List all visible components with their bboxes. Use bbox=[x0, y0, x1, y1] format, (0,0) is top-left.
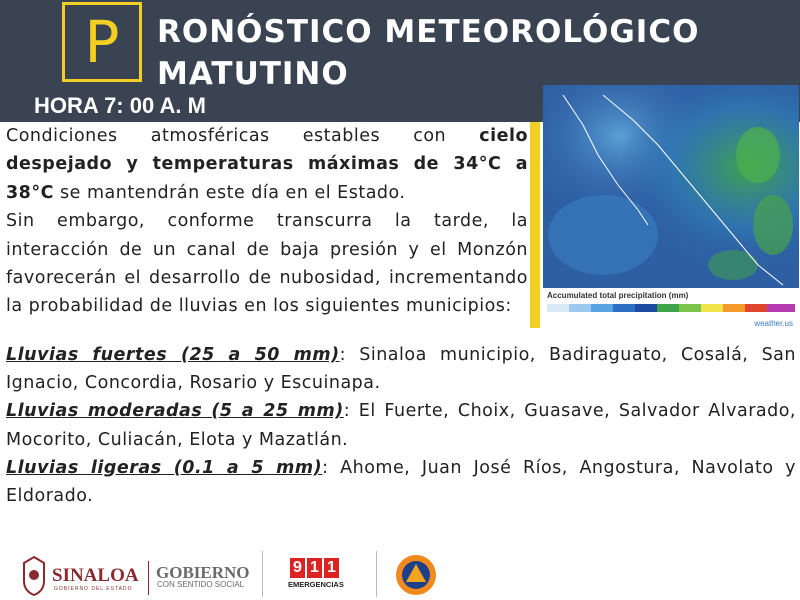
digit: 1 bbox=[324, 558, 339, 578]
map-image bbox=[543, 85, 799, 290]
divider bbox=[262, 551, 263, 597]
forecast-text bbox=[6, 122, 528, 321]
gobierno-text: GOBIERNO bbox=[156, 563, 250, 582]
gobierno-subtitle: CON SENTIDO SOCIAL bbox=[157, 580, 245, 589]
weather-brand: weather.us bbox=[754, 319, 793, 328]
accent-bar bbox=[530, 122, 540, 328]
logo-letter: P bbox=[84, 8, 120, 76]
sinaloa-subtitle: GOBIERNO DEL ESTADO bbox=[54, 586, 133, 592]
text-segment: se mantendrán este día en el Estado. bbox=[53, 182, 406, 203]
legend-colorbar bbox=[547, 304, 795, 312]
rain-moderate bbox=[6, 397, 796, 453]
text-segment: Condiciones atmosféricas estables con bbox=[6, 126, 480, 146]
divider bbox=[376, 551, 377, 597]
highlight-temperatures: cielo despejado y temperaturas máximas de 34°C a 38°C bbox=[6, 126, 528, 203]
emergency-911-logo bbox=[290, 558, 339, 578]
state-seal-icon bbox=[20, 555, 48, 597]
precipitation-map bbox=[543, 85, 799, 330]
digit: 9 bbox=[290, 558, 305, 578]
paragraph-conditions bbox=[6, 122, 528, 207]
rain-strong-label: Lluvias fuertes (25 a 50 mm) bbox=[6, 345, 340, 365]
legend-title: Accumulated total precipitation (mm) bbox=[547, 291, 689, 300]
p-logo bbox=[62, 2, 142, 82]
rain-categories bbox=[6, 341, 796, 510]
footer-logos bbox=[0, 545, 800, 600]
divider bbox=[148, 561, 149, 595]
title-line2: MATUTINO bbox=[157, 56, 349, 92]
sinaloa-logo-text: SINALOA bbox=[52, 565, 139, 586]
emergencias-text: EMERGENCIAS bbox=[288, 580, 344, 589]
rain-moderate-label: Lluvias moderadas (5 a 25 mm) bbox=[6, 401, 344, 422]
digit: 1 bbox=[307, 558, 322, 578]
civil-protection-icon bbox=[394, 553, 438, 597]
rain-strong-text: : Sinaloa municipio, Badiraguato, Cosalá, San Ignacio, Concordia, Rosario y Escuinapa. bbox=[6, 345, 796, 394]
rain-light-label: Lluvias ligeras (0.1 a 5 mm) bbox=[6, 457, 323, 478]
map-legend bbox=[543, 288, 799, 330]
time-label: HORA 7: 00 A. M bbox=[34, 93, 206, 118]
rain-moderate-text: : El Fuerte, Choix, Guasave, Salvador Alvarado, Mocorito, Culiacán, Elota y Mazatlán. bbox=[6, 401, 796, 450]
title-line1: RONÓSTICO METEOROLÓGICO bbox=[157, 14, 700, 50]
rain-strong bbox=[6, 341, 796, 397]
rain-light-text: : Ahome, Juan José Ríos, Angostura, Navolato y Eldorado. bbox=[6, 457, 796, 507]
rain-light bbox=[6, 454, 796, 510]
paragraph-afternoon: Sin embargo, conforme transcurra la tarde, la interacción de un canal de baja presión y el Monzón favorecerán el desarrollo de nubosidad, incrementando la probabilidad de lluvias en los siguientes municipios: bbox=[6, 211, 528, 317]
